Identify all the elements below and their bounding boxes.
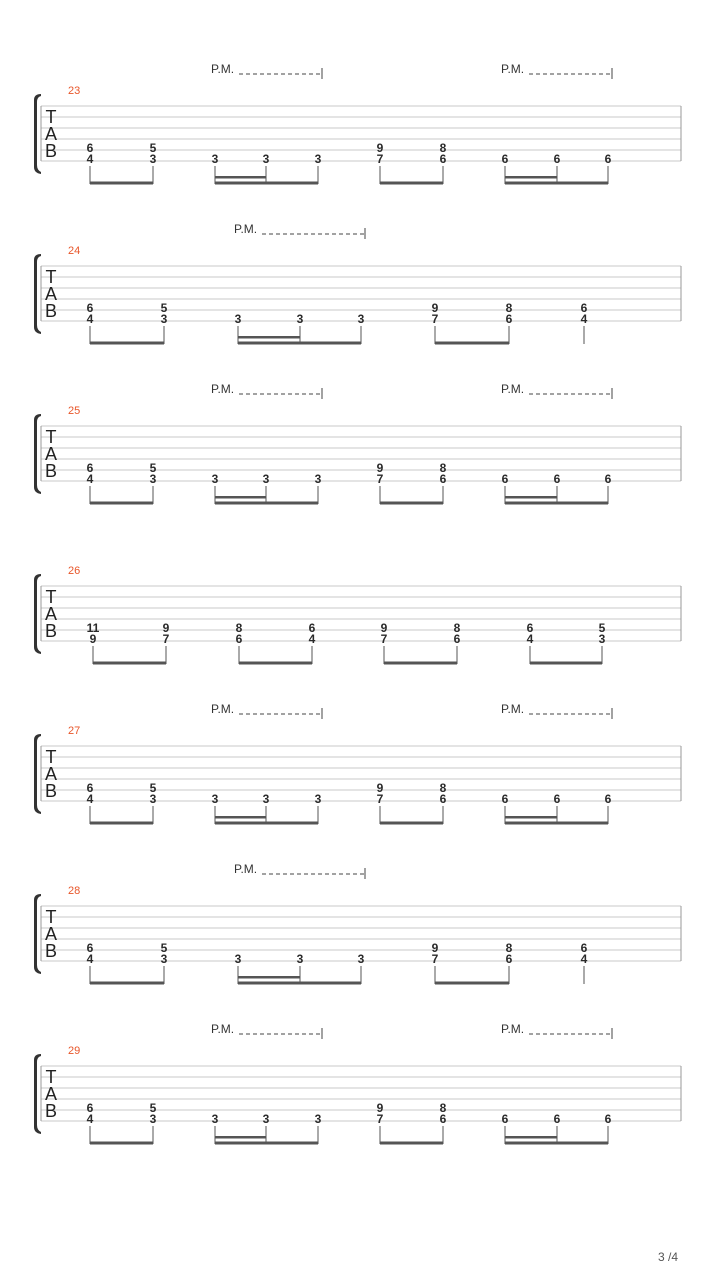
system-27	[34, 702, 681, 825]
fret-number: 6	[501, 152, 509, 166]
fret-number: 3	[357, 312, 365, 326]
fret-number: 6	[580, 941, 588, 955]
beam-secondary	[215, 176, 266, 179]
tab-clef-letter: A	[44, 124, 58, 144]
beam	[380, 502, 443, 505]
beam	[215, 182, 318, 185]
fret-number: 9	[376, 461, 384, 475]
system-brace	[34, 574, 41, 654]
fret-number: 3	[598, 632, 606, 646]
beam	[90, 982, 164, 985]
fret-number: 6	[453, 632, 461, 646]
fret-number: 3	[314, 792, 322, 806]
fret-number: 6	[553, 152, 561, 166]
fret-number: 4	[86, 1112, 94, 1126]
beam	[380, 1142, 443, 1145]
fret-number: 7	[376, 152, 384, 166]
beam	[239, 662, 312, 665]
palm-mute-label: P.M.	[501, 62, 525, 76]
fret-number: 5	[160, 301, 168, 315]
fret-number: 4	[86, 952, 94, 966]
fret-number: 6	[501, 792, 509, 806]
tab-clef-letter: T	[45, 747, 57, 767]
fret-number: 3	[211, 792, 219, 806]
fret-number: 6	[86, 1101, 94, 1115]
tab-clef-letter: A	[44, 604, 58, 624]
beam	[505, 1142, 608, 1145]
fret-number: 8	[453, 621, 461, 635]
fret-number: 11	[86, 621, 100, 635]
beam	[505, 822, 608, 825]
tab-clef-letter: T	[45, 1067, 57, 1087]
fret-number: 6	[439, 792, 447, 806]
palm-mute-label: P.M.	[211, 702, 235, 716]
beam	[380, 182, 443, 185]
tab-clef-letter: T	[45, 427, 57, 447]
fret-number: 3	[211, 1112, 219, 1126]
fret-number: 6	[439, 1112, 447, 1126]
system-28	[34, 862, 681, 985]
page-number: 3 /4	[657, 1250, 678, 1264]
tab-clef-letter: A	[44, 924, 58, 944]
fret-number: 3	[149, 1112, 157, 1126]
beam-secondary	[215, 816, 266, 819]
beam	[90, 502, 153, 505]
fret-number: 3	[149, 792, 157, 806]
fret-number: 3	[211, 152, 219, 166]
palm-mute-label: P.M.	[211, 382, 235, 396]
fret-number: 4	[86, 152, 94, 166]
fret-number: 7	[431, 312, 439, 326]
palm-mute-label: P.M.	[211, 62, 235, 76]
fret-number: 8	[505, 941, 513, 955]
fret-number: 3	[262, 472, 270, 486]
fret-number: 6	[86, 141, 94, 155]
fret-number: 3	[296, 312, 304, 326]
tab-clef-letter: A	[44, 444, 58, 464]
beam-secondary	[238, 976, 300, 979]
fret-number: 9	[380, 621, 388, 635]
fret-number: 6	[604, 472, 612, 486]
fret-number: 6	[86, 941, 94, 955]
fret-number: 3	[160, 312, 168, 326]
tab-clef-letter: T	[45, 587, 57, 607]
palm-mute-label: P.M.	[501, 382, 525, 396]
fret-number: 7	[380, 632, 388, 646]
fret-number: 4	[86, 472, 94, 486]
beam	[435, 982, 509, 985]
tab-clef-letter: A	[44, 764, 58, 784]
fret-number: 6	[308, 621, 316, 635]
tab-clef-letter: B	[44, 301, 58, 321]
fret-number: 3	[314, 1112, 322, 1126]
palm-mute-label: P.M.	[501, 1022, 525, 1036]
tab-clef-letter: A	[44, 284, 58, 304]
fret-number: 6	[553, 472, 561, 486]
fret-number: 9	[431, 301, 439, 315]
measure-number: 23	[68, 85, 81, 97]
system-23	[34, 62, 681, 185]
tab-clef-letter: B	[44, 1101, 58, 1121]
fret-number: 6	[86, 301, 94, 315]
beam-secondary	[505, 496, 557, 499]
fret-number: 6	[501, 1112, 509, 1126]
fret-number: 9	[376, 141, 384, 155]
fret-number: 6	[505, 952, 513, 966]
beam	[215, 822, 318, 825]
fret-number: 8	[505, 301, 513, 315]
fret-number: 3	[160, 952, 168, 966]
tab-clef-letter: B	[44, 941, 58, 961]
beam	[435, 342, 509, 345]
fret-number: 9	[376, 781, 384, 795]
beam-secondary	[505, 816, 557, 819]
fret-number: 7	[431, 952, 439, 966]
measure-number: 25	[68, 405, 81, 417]
palm-mute-label: P.M.	[211, 1022, 235, 1036]
beam	[505, 182, 608, 185]
system-25	[34, 382, 681, 505]
fret-number: 6	[505, 312, 513, 326]
fret-number: 5	[160, 941, 168, 955]
system-brace	[34, 94, 41, 174]
beam	[505, 502, 608, 505]
beam	[238, 342, 361, 345]
fret-number: 8	[439, 461, 447, 475]
beam	[90, 1142, 153, 1145]
beam	[93, 662, 166, 665]
fret-number: 4	[86, 312, 94, 326]
system-brace	[34, 1054, 41, 1134]
system-26	[34, 565, 681, 665]
system-24	[34, 222, 681, 345]
fret-number: 6	[553, 792, 561, 806]
fret-number: 3	[149, 152, 157, 166]
measure-number: 24	[68, 245, 81, 257]
fret-number: 3	[262, 1112, 270, 1126]
fret-number: 5	[598, 621, 606, 635]
fret-number: 6	[526, 621, 534, 635]
fret-number: 6	[439, 472, 447, 486]
beam	[90, 182, 153, 185]
beam-secondary	[238, 336, 300, 339]
tab-clef-letter: T	[45, 107, 57, 127]
system-brace	[34, 254, 41, 334]
fret-number: 3	[211, 472, 219, 486]
fret-number: 6	[439, 152, 447, 166]
fret-number: 6	[86, 461, 94, 475]
tab-clef-letter: B	[44, 781, 58, 801]
fret-number: 5	[149, 1101, 157, 1115]
fret-number: 9	[162, 621, 170, 635]
fret-number: 6	[235, 632, 243, 646]
fret-number: 6	[604, 152, 612, 166]
measure-number: 26	[68, 565, 81, 577]
beam	[90, 822, 153, 825]
beam	[90, 342, 164, 345]
beam-secondary	[215, 1136, 266, 1139]
tab-clef-letter: T	[45, 907, 57, 927]
beam-secondary	[215, 496, 266, 499]
fret-number: 7	[376, 792, 384, 806]
fret-number: 8	[439, 141, 447, 155]
fret-number: 6	[580, 301, 588, 315]
system-brace	[34, 734, 41, 814]
system-brace	[34, 414, 41, 494]
system-29	[34, 1022, 681, 1145]
fret-number: 9	[376, 1101, 384, 1115]
tab-clef-letter: B	[44, 461, 58, 481]
fret-number: 4	[580, 952, 588, 966]
tab-clef-letter: B	[44, 141, 58, 161]
fret-number: 9	[89, 632, 97, 646]
fret-number: 7	[162, 632, 170, 646]
fret-number: 3	[314, 152, 322, 166]
fret-number: 3	[296, 952, 304, 966]
fret-number: 4	[526, 632, 534, 646]
fret-number: 9	[431, 941, 439, 955]
fret-number: 6	[604, 792, 612, 806]
fret-number: 3	[262, 792, 270, 806]
fret-number: 8	[439, 781, 447, 795]
tab-clef-letter: B	[44, 621, 58, 641]
measure-number: 28	[68, 885, 81, 897]
fret-number: 3	[234, 312, 242, 326]
fret-number: 8	[235, 621, 243, 635]
beam	[384, 662, 457, 665]
fret-number: 7	[376, 472, 384, 486]
measure-number: 27	[68, 725, 81, 737]
palm-mute-label: P.M.	[234, 862, 258, 876]
fret-number: 3	[234, 952, 242, 966]
fret-number: 6	[604, 1112, 612, 1126]
system-brace	[34, 894, 41, 974]
tab-clef-letter: A	[44, 1084, 58, 1104]
fret-number: 3	[314, 472, 322, 486]
fret-number: 6	[553, 1112, 561, 1126]
fret-number: 4	[308, 632, 316, 646]
tab-clef-letter: T	[45, 267, 57, 287]
fret-number: 3	[357, 952, 365, 966]
fret-number: 5	[149, 141, 157, 155]
fret-number: 4	[86, 792, 94, 806]
beam	[215, 1142, 318, 1145]
beam-secondary	[505, 176, 557, 179]
beam	[215, 502, 318, 505]
fret-number: 6	[86, 781, 94, 795]
palm-mute-label: P.M.	[501, 702, 525, 716]
fret-number: 5	[149, 461, 157, 475]
fret-number: 3	[262, 152, 270, 166]
beam-secondary	[505, 1136, 557, 1139]
fret-number: 6	[501, 472, 509, 486]
fret-number: 3	[149, 472, 157, 486]
beam	[380, 822, 443, 825]
beam	[238, 982, 361, 985]
palm-mute-label: P.M.	[234, 222, 258, 236]
fret-number: 8	[439, 1101, 447, 1115]
fret-number: 4	[580, 312, 588, 326]
fret-number: 5	[149, 781, 157, 795]
fret-number: 7	[376, 1112, 384, 1126]
measure-number: 29	[68, 1045, 81, 1057]
beam	[530, 662, 602, 665]
